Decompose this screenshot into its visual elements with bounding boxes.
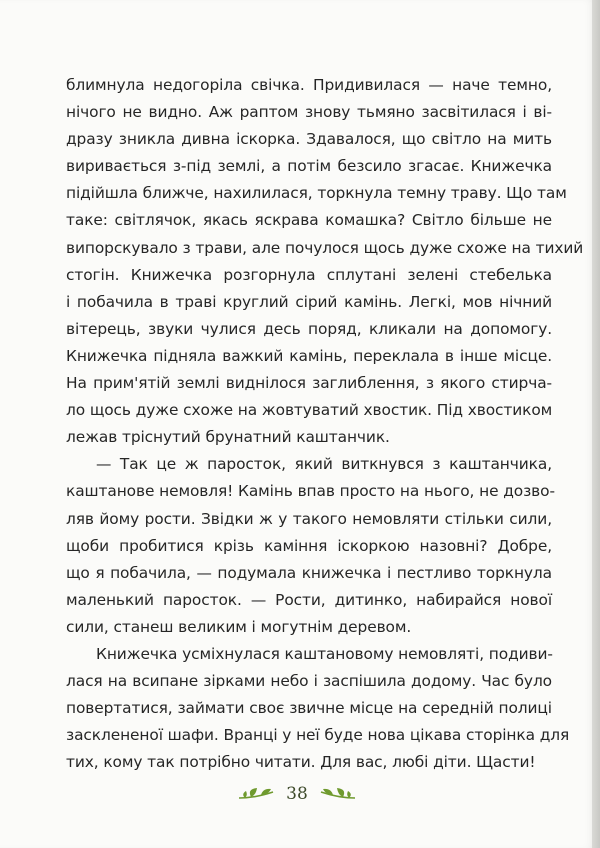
- text-line: ло щось дуже схоже на жовтуватий хвостик. Під хвостиком: [66, 401, 553, 420]
- text-line: стогін. Книжечка розгорнула сплутані зелені стебелька: [66, 265, 552, 284]
- text-line: На прим'ятій землі виднілося заглиблення, з якого стирча-: [66, 374, 552, 393]
- text-line: щоби пробитися крізь каміння іскоркою назовні? Добре,: [66, 536, 552, 555]
- text-line: підійшла ближче, нахилилася, торкнула темну траву. Що там: [66, 184, 567, 203]
- text-line: повертатися, займати своє звичне місце на середній полиці: [66, 699, 552, 718]
- text-line: сили, станеш великим і могутнім деревом.: [66, 617, 412, 636]
- text-line: тих, кому так потрібно читати. Для вас, любі діти. Щасти!: [66, 753, 536, 772]
- text-line: лежав тріснутий брунатний каштанчик.: [66, 428, 390, 447]
- text-line: таке: світлячок, якась яскрава комашка? Світло більше не: [66, 211, 552, 230]
- text-line: маленький паросток. — Рости, дитинко, набирайся нової: [66, 590, 552, 609]
- text-line: засклененої шафи. Вранці у неї буде нова цікава сторінка для: [66, 726, 570, 745]
- text-line: Книжечка підняла важкий камінь, переклала в інше місце.: [66, 346, 552, 365]
- text-line: випорскувало з трави, але почулося щось дуже схоже на тихий: [66, 238, 584, 257]
- text-line: каштанове немовля! Камінь впав просто на нього, не дозво-: [66, 482, 555, 501]
- text-line: і побачила в траві круглий сірий камінь. Легкі, мов нічний: [66, 292, 552, 311]
- page-edge: [592, 0, 600, 848]
- leaf-sprig-icon-right: [319, 786, 357, 802]
- text-line: нічого не видно. Аж раптом знову тьмяно засвітилася і ві-: [66, 103, 552, 122]
- body-text: [66, 72, 584, 776]
- text-line: лася на всипане зірками небо і заспішила додому. Час було: [66, 672, 552, 691]
- text-line: виривається з-під землі, а потім безсило згасає. Книжечка: [66, 157, 552, 176]
- page-folio: [0, 783, 594, 804]
- text-line: дразу зникла дивна іскорка. Здавалося, що світло на мить: [66, 130, 552, 149]
- text-line: що я побачила, — подумала книжечка і пестливо торкнула: [66, 563, 552, 582]
- page-number: 38: [286, 783, 308, 804]
- text-line: ляв йому рости. Звідки ж у такого немовляти стільки сили,: [66, 509, 552, 528]
- text-line: — Так це ж паросток, який виткнувся з каштанчика,: [96, 455, 552, 474]
- text-line: блимнула недогоріла свічка. Придивилася — наче темно,: [66, 76, 552, 94]
- text-line: вітерець, звуки чулися десь поряд, кликали на допомогу.: [66, 319, 552, 338]
- text-line: Книжечка усміхнулася каштановому немовляті, подиви-: [96, 644, 553, 663]
- leaf-sprig-icon-left: [237, 786, 275, 802]
